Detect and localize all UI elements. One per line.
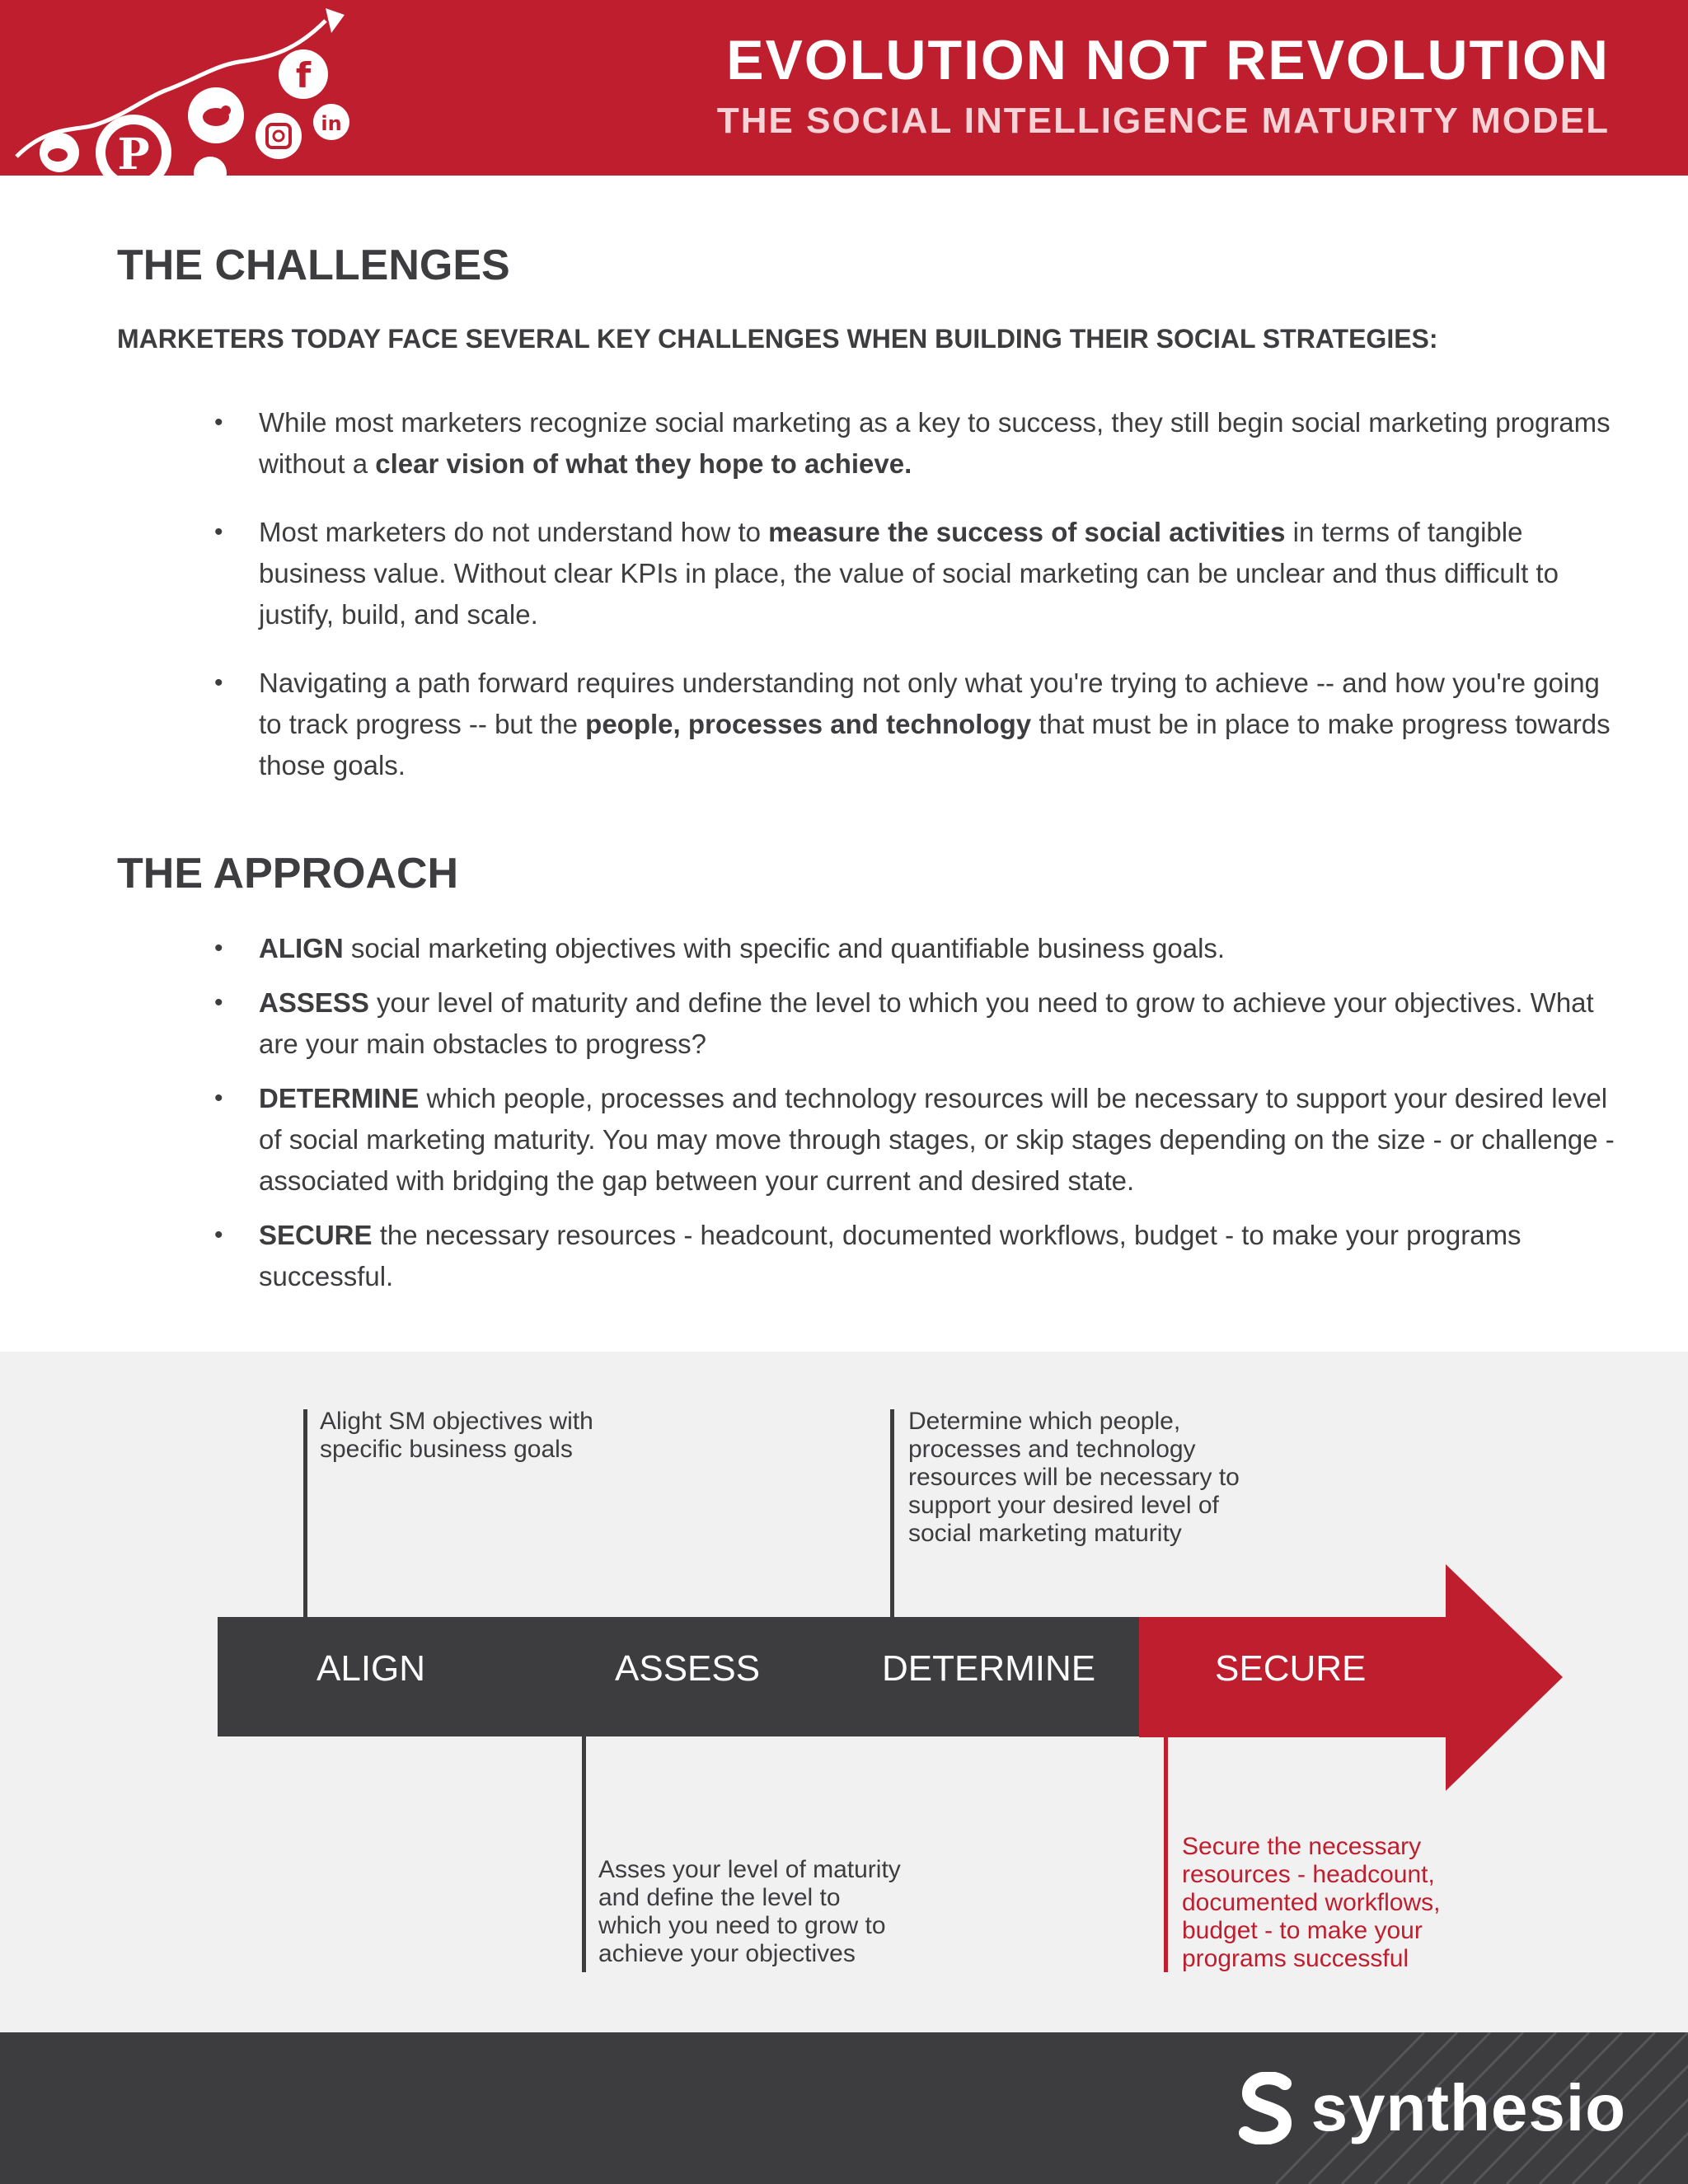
linkedin-icon xyxy=(313,104,349,140)
approach-list xyxy=(214,928,1615,1310)
determine-callout-line xyxy=(890,1409,894,1617)
weibo-icon xyxy=(40,133,79,172)
page-footer xyxy=(0,2032,1688,2184)
pinterest-icon xyxy=(96,115,171,176)
assess-callout: Asses your level of maturity and define the level to which you need to grow to achieve your objectives xyxy=(598,1856,901,1967)
stage-align-label: ALIGN xyxy=(316,1648,426,1689)
facebook-icon xyxy=(279,49,328,99)
synthesio-logo xyxy=(1237,2069,1626,2148)
list-item: • ASSESS your level of maturity and define the level to which you need to grow to achieve your objectives. What are your main obstacles to progress? xyxy=(214,987,1594,1059)
align-callout: Alight SM objectives with specific business goals xyxy=(320,1408,593,1463)
list-item: • DETERMINE which people, processes and technology resources will be necessary to support your desired level of social marketing maturity. You may move through stages, or skip stages depending on the size - or challenge - associated with bridging the gap between your current and desired state. xyxy=(214,1083,1615,1196)
list-item: • Most marketers do not understand how to measure the success of social activities in terms of tangible business value. Without clear KPIs in place, the value of social marketing can be unclear and thus difficult to justify, build, and scale. xyxy=(214,517,1559,630)
svg-text:in: in xyxy=(321,112,342,135)
twitter-icon xyxy=(188,87,244,143)
secure-callout: Secure the necessary resources - headcount, documented workflows, budget - to make your programs successful xyxy=(1182,1833,1441,1972)
stage-assess-label: ASSESS xyxy=(615,1648,761,1689)
challenges-list xyxy=(214,402,1615,813)
svg-text:f: f xyxy=(295,55,312,96)
assess-callout-line xyxy=(582,1736,586,1972)
determine-callout: Determine which people, processes and technology resources will be necessary to support your desired level of social marketing maturity xyxy=(908,1408,1240,1547)
list-item: • While most marketers recognize social marketing as a key to success, they still begin social marketing programs without a clear vision of what they hope to achieve. xyxy=(214,407,1611,479)
synthesio-s-icon xyxy=(1237,2072,1296,2144)
secure-callout-line xyxy=(1164,1736,1168,1972)
document-title: EVOLUTION NOT REVOLUTION xyxy=(726,29,1610,91)
social-growth-graphic xyxy=(0,0,363,176)
growth-arrow-icon xyxy=(326,8,345,33)
challenges-heading: THE CHALLENGES xyxy=(117,241,510,289)
document-subtitle: THE SOCIAL INTELLIGENCE MATURITY MODEL xyxy=(716,101,1610,141)
approach-heading: THE APPROACH xyxy=(117,850,459,898)
instagram-icon xyxy=(256,113,302,159)
list-item: • SECURE the necessary resources - headcount, documented workflows, budget - to make your programs successful. xyxy=(214,1220,1522,1291)
list-item: • Navigating a path forward requires understanding not only what you're trying to achieve -- and how you're going to track progress -- but the people, processes and technology that must be in place to make progress towards those goals. xyxy=(214,668,1611,780)
svg-text:P: P xyxy=(117,129,150,176)
stage-determine-label: DETERMINE xyxy=(882,1648,1096,1689)
align-callout-line xyxy=(303,1409,307,1617)
list-item: • ALIGN social marketing objectives with specific and quantifiable business goals. xyxy=(214,933,1226,963)
maturity-model-diagram xyxy=(0,1352,1688,2032)
stage-secure-label: SECURE xyxy=(1215,1648,1367,1689)
logo-text: synthesio xyxy=(1311,2071,1626,2144)
page-header xyxy=(0,0,1688,176)
challenges-intro: MARKETERS TODAY FACE SEVERAL KEY CHALLENGES WHEN BUILDING THEIR SOCIAL STRATEGIES: xyxy=(117,324,1438,354)
